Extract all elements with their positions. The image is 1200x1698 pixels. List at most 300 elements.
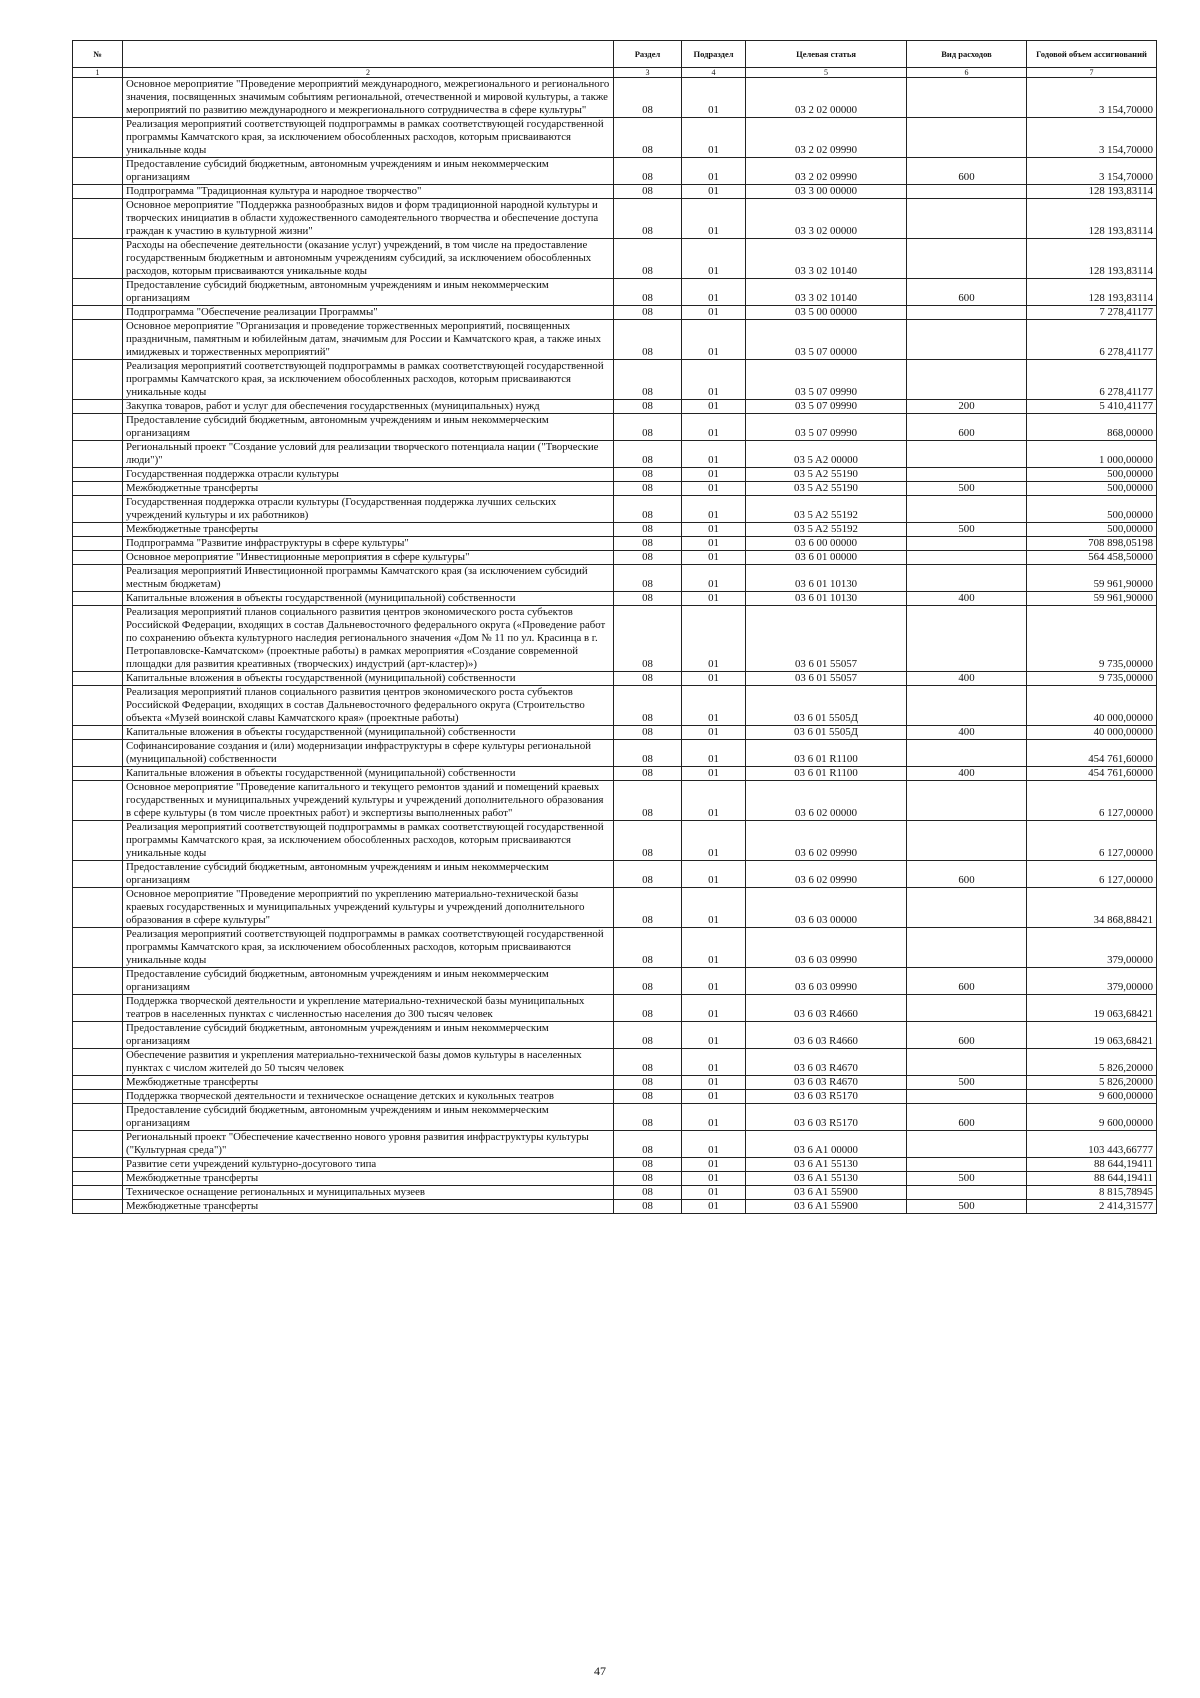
expense-type-cell: [907, 239, 1027, 279]
razdel-cell: 08: [614, 565, 682, 592]
expense-type-cell: [907, 686, 1027, 726]
item-name: Подпрограмма "Обеспечение реализации Программы": [123, 306, 614, 320]
target-article-cell: 03 6 A1 55900: [746, 1186, 907, 1200]
header-podrazdel: Подраздел: [682, 41, 746, 68]
amount-cell: 19 063,68421: [1027, 995, 1157, 1022]
budget-table: [72, 40, 1157, 1214]
expense-type-cell: [907, 606, 1027, 672]
podrazdel-cell: 01: [682, 740, 746, 767]
expense-type-cell: 400: [907, 592, 1027, 606]
razdel-cell: 08: [614, 1049, 682, 1076]
expense-type-cell: [907, 1158, 1027, 1172]
podrazdel-cell: 01: [682, 1049, 746, 1076]
podrazdel-cell: 01: [682, 1104, 746, 1131]
amount-cell: 34 868,88421: [1027, 888, 1157, 928]
num-cell: [73, 888, 123, 928]
col-number: 7: [1027, 68, 1157, 78]
amount-cell: 128 193,83114: [1027, 199, 1157, 239]
table-row: [73, 279, 1157, 306]
num-cell: [73, 523, 123, 537]
header-name: [123, 41, 614, 68]
num-cell: [73, 928, 123, 968]
num-cell: [73, 995, 123, 1022]
table-row: [73, 537, 1157, 551]
item-name: Основное мероприятие "Проведение мероприятий по укреплению материально-технической базы краевых государственных и муниципальных учреждений культуры и учреждений дополнительного образования в сфере культуры": [123, 888, 614, 928]
expense-type-cell: 400: [907, 672, 1027, 686]
item-name: Капитальные вложения в объекты государственной (муниципальной) собственности: [123, 672, 614, 686]
num-cell: [73, 1200, 123, 1214]
table-row: [73, 496, 1157, 523]
item-name: Поддержка творческой деятельности и техническое оснащение детских и кукольных театров: [123, 1090, 614, 1104]
podrazdel-cell: 01: [682, 537, 746, 551]
podrazdel-cell: 01: [682, 888, 746, 928]
razdel-cell: 08: [614, 1186, 682, 1200]
podrazdel-cell: 01: [682, 441, 746, 468]
razdel-cell: 08: [614, 78, 682, 118]
num-cell: [73, 1049, 123, 1076]
num-cell: [73, 781, 123, 821]
col-number: 6: [907, 68, 1027, 78]
podrazdel-cell: 01: [682, 995, 746, 1022]
podrazdel-cell: 01: [682, 482, 746, 496]
expense-type-cell: [907, 1186, 1027, 1200]
podrazdel-cell: 01: [682, 821, 746, 861]
item-name: Реализация мероприятий Инвестиционной программы Камчатского края (за исключением субсидий местным бюджетам): [123, 565, 614, 592]
target-article-cell: 03 2 02 09990: [746, 158, 907, 185]
razdel-cell: 08: [614, 726, 682, 740]
amount-cell: 6 127,00000: [1027, 861, 1157, 888]
item-name: Закупка товаров, работ и услуг для обеспечения государственных (муниципальных) нужд: [123, 400, 614, 414]
expense-type-cell: [907, 1090, 1027, 1104]
target-article-cell: 03 6 01 00000: [746, 551, 907, 565]
razdel-cell: 08: [614, 968, 682, 995]
expense-type-cell: 600: [907, 1104, 1027, 1131]
podrazdel-cell: 01: [682, 185, 746, 199]
num-cell: [73, 239, 123, 279]
razdel-cell: 08: [614, 767, 682, 781]
num-cell: [73, 968, 123, 995]
num-cell: [73, 199, 123, 239]
target-article-cell: 03 3 02 10140: [746, 279, 907, 306]
target-article-cell: 03 3 02 00000: [746, 199, 907, 239]
table-row: [73, 1200, 1157, 1214]
amount-cell: 8 815,78945: [1027, 1186, 1157, 1200]
item-name: Реализация мероприятий планов социального развития центров экономического роста субъектов Российской Федерации, входящих в состав Дальневосточного федерального округа (Строительство объекта «Музей воинской славы Камчатского края» (проектные работы): [123, 686, 614, 726]
table-row: [73, 888, 1157, 928]
table-row: [73, 306, 1157, 320]
amount-cell: 40 000,00000: [1027, 686, 1157, 726]
table-row: [73, 686, 1157, 726]
expense-type-cell: 500: [907, 523, 1027, 537]
target-article-cell: 03 6 03 R4660: [746, 995, 907, 1022]
amount-cell: 3 154,70000: [1027, 118, 1157, 158]
expense-type-cell: [907, 360, 1027, 400]
podrazdel-cell: 01: [682, 672, 746, 686]
table-row: [73, 821, 1157, 861]
num-cell: [73, 279, 123, 306]
table-row: [73, 1131, 1157, 1158]
amount-cell: 3 154,70000: [1027, 158, 1157, 185]
item-name: Предоставление субсидий бюджетным, автономным учреждениям и иным некоммерческим организациям: [123, 279, 614, 306]
target-article-cell: 03 5 07 09990: [746, 414, 907, 441]
item-name: Предоставление субсидий бюджетным, автономным учреждениям и иным некоммерческим организациям: [123, 861, 614, 888]
item-name: Капитальные вложения в объекты государственной (муниципальной) собственности: [123, 767, 614, 781]
podrazdel-cell: 01: [682, 496, 746, 523]
podrazdel-cell: 01: [682, 1131, 746, 1158]
razdel-cell: 08: [614, 781, 682, 821]
table-row: [73, 199, 1157, 239]
target-article-cell: 03 6 03 R5170: [746, 1104, 907, 1131]
razdel-cell: 08: [614, 523, 682, 537]
table-row: [73, 482, 1157, 496]
target-article-cell: 03 2 02 00000: [746, 78, 907, 118]
target-article-cell: 03 6 01 10130: [746, 592, 907, 606]
num-cell: [73, 158, 123, 185]
amount-cell: 454 761,60000: [1027, 767, 1157, 781]
num-cell: [73, 400, 123, 414]
table-row: [73, 565, 1157, 592]
amount-cell: 500,00000: [1027, 468, 1157, 482]
target-article-cell: 03 3 02 10140: [746, 239, 907, 279]
target-article-cell: 03 5 07 09990: [746, 400, 907, 414]
razdel-cell: 08: [614, 1172, 682, 1186]
num-cell: [73, 821, 123, 861]
expense-type-cell: [907, 888, 1027, 928]
razdel-cell: 08: [614, 1158, 682, 1172]
table-row: [73, 78, 1157, 118]
expense-type-cell: 600: [907, 861, 1027, 888]
col-number: 5: [746, 68, 907, 78]
razdel-cell: 08: [614, 861, 682, 888]
expense-type-cell: [907, 468, 1027, 482]
amount-cell: 7 278,41177: [1027, 306, 1157, 320]
item-name: Реализация мероприятий соответствующей подпрограммы в рамках соответствующей государственной программы Камчатского края, за исключением обособленных расходов, которым присваиваются уникальные коды: [123, 928, 614, 968]
podrazdel-cell: 01: [682, 1200, 746, 1214]
expense-type-cell: [907, 199, 1027, 239]
expense-type-cell: [907, 1131, 1027, 1158]
razdel-cell: 08: [614, 320, 682, 360]
razdel-cell: 08: [614, 1076, 682, 1090]
num-cell: [73, 441, 123, 468]
table-row: [73, 523, 1157, 537]
item-name: Межбюджетные трансферты: [123, 523, 614, 537]
expense-type-cell: 500: [907, 482, 1027, 496]
razdel-cell: 08: [614, 740, 682, 767]
target-article-cell: 03 5 A2 55190: [746, 468, 907, 482]
table-row: [73, 320, 1157, 360]
num-cell: [73, 414, 123, 441]
num-cell: [73, 592, 123, 606]
amount-cell: 379,00000: [1027, 968, 1157, 995]
razdel-cell: 08: [614, 537, 682, 551]
razdel-cell: 08: [614, 888, 682, 928]
table-row: [73, 781, 1157, 821]
amount-cell: 500,00000: [1027, 482, 1157, 496]
razdel-cell: 08: [614, 468, 682, 482]
amount-cell: 564 458,50000: [1027, 551, 1157, 565]
expense-type-cell: 600: [907, 968, 1027, 995]
target-article-cell: 03 6 01 5505Д: [746, 686, 907, 726]
target-article-cell: 03 6 01 R1100: [746, 767, 907, 781]
podrazdel-cell: 01: [682, 767, 746, 781]
expense-type-cell: [907, 928, 1027, 968]
table-row: [73, 118, 1157, 158]
target-article-cell: 03 6 01 R1100: [746, 740, 907, 767]
table-row: [73, 606, 1157, 672]
col-number: 1: [73, 68, 123, 78]
target-article-cell: 03 6 02 00000: [746, 781, 907, 821]
razdel-cell: 08: [614, 686, 682, 726]
expense-type-cell: 500: [907, 1076, 1027, 1090]
target-article-cell: 03 6 02 09990: [746, 861, 907, 888]
target-article-cell: 03 5 A2 55192: [746, 523, 907, 537]
amount-cell: 6 278,41177: [1027, 320, 1157, 360]
target-article-cell: 03 6 03 09990: [746, 928, 907, 968]
item-name: Реализация мероприятий соответствующей подпрограммы в рамках соответствующей государственной программы Камчатского края, за исключением обособленных расходов, которым присваиваются уникальные коды: [123, 821, 614, 861]
target-article-cell: 03 5 00 00000: [746, 306, 907, 320]
razdel-cell: 08: [614, 239, 682, 279]
podrazdel-cell: 01: [682, 306, 746, 320]
num-cell: [73, 672, 123, 686]
expense-type-cell: [907, 537, 1027, 551]
target-article-cell: 03 6 A1 55130: [746, 1158, 907, 1172]
podrazdel-cell: 01: [682, 606, 746, 672]
col-number: 3: [614, 68, 682, 78]
num-cell: [73, 686, 123, 726]
amount-cell: 1 000,00000: [1027, 441, 1157, 468]
item-name: Расходы на обеспечение деятельности (оказание услуг) учреждений, в том числе на предоставление государственным бюджетным и автономным учреждениям субсидий, за исключением обособленных расходов, которым присваиваются уникальные коды: [123, 239, 614, 279]
amount-cell: 9 735,00000: [1027, 672, 1157, 686]
num-cell: [73, 118, 123, 158]
target-article-cell: 03 6 03 09990: [746, 968, 907, 995]
amount-cell: 5 826,20000: [1027, 1076, 1157, 1090]
expense-type-cell: [907, 185, 1027, 199]
target-article-cell: 03 6 00 00000: [746, 537, 907, 551]
target-article-cell: 03 6 01 55057: [746, 606, 907, 672]
podrazdel-cell: 01: [682, 781, 746, 821]
expense-type-cell: [907, 306, 1027, 320]
razdel-cell: 08: [614, 279, 682, 306]
table-row: [73, 740, 1157, 767]
target-article-cell: 03 5 07 00000: [746, 320, 907, 360]
amount-cell: 9 600,00000: [1027, 1090, 1157, 1104]
razdel-cell: 08: [614, 496, 682, 523]
podrazdel-cell: 01: [682, 414, 746, 441]
table-row: [73, 592, 1157, 606]
page-number: 47: [594, 1664, 606, 1678]
table-row: [73, 360, 1157, 400]
table-row: [73, 995, 1157, 1022]
num-cell: [73, 551, 123, 565]
num-cell: [73, 565, 123, 592]
target-article-cell: 03 5 A2 55192: [746, 496, 907, 523]
razdel-cell: 08: [614, 995, 682, 1022]
podrazdel-cell: 01: [682, 400, 746, 414]
podrazdel-cell: 01: [682, 565, 746, 592]
expense-type-cell: [907, 118, 1027, 158]
razdel-cell: 08: [614, 158, 682, 185]
podrazdel-cell: 01: [682, 1076, 746, 1090]
table-row: [73, 1186, 1157, 1200]
table-row: [73, 1076, 1157, 1090]
num-cell: [73, 306, 123, 320]
podrazdel-cell: 01: [682, 78, 746, 118]
expense-type-cell: [907, 740, 1027, 767]
target-article-cell: 03 3 00 00000: [746, 185, 907, 199]
expense-type-cell: [907, 821, 1027, 861]
item-name: Основное мероприятие "Проведение капитального и текущего ремонтов зданий и помещений краевых государственных и муниципальных учреждений культуры и учреждений дополнительного образования в сфере культуры (в том числе проектных работ) и экспертизы выполненных работ": [123, 781, 614, 821]
podrazdel-cell: 01: [682, 360, 746, 400]
item-name: Государственная поддержка отрасли культуры: [123, 468, 614, 482]
razdel-cell: 08: [614, 482, 682, 496]
table-row: [73, 239, 1157, 279]
expense-type-cell: [907, 496, 1027, 523]
item-name: Реализация мероприятий соответствующей подпрограммы в рамках соответствующей государственной программы Камчатского края, за исключением обособленных расходов, которым присваиваются уникальные коды: [123, 118, 614, 158]
amount-cell: 59 961,90000: [1027, 592, 1157, 606]
item-name: Обеспечение развития и укрепления материально-технической базы домов культуры в населенных пунктах с числом жителей до 50 тысяч человек: [123, 1049, 614, 1076]
num-cell: [73, 1022, 123, 1049]
amount-cell: 19 063,68421: [1027, 1022, 1157, 1049]
target-article-cell: 03 5 A2 00000: [746, 441, 907, 468]
podrazdel-cell: 01: [682, 726, 746, 740]
num-cell: [73, 1158, 123, 1172]
target-article-cell: 03 6 A1 00000: [746, 1131, 907, 1158]
header-number-row: [73, 68, 1157, 78]
item-name: Региональный проект "Создание условий для реализации творческого потенциала нации ("Творческие люди")": [123, 441, 614, 468]
num-cell: [73, 740, 123, 767]
expense-type-cell: [907, 995, 1027, 1022]
expense-type-cell: [907, 565, 1027, 592]
podrazdel-cell: 01: [682, 592, 746, 606]
item-name: Предоставление субсидий бюджетным, автономным учреждениям и иным некоммерческим организациям: [123, 1022, 614, 1049]
amount-cell: 500,00000: [1027, 496, 1157, 523]
razdel-cell: 08: [614, 400, 682, 414]
target-article-cell: 03 6 01 55057: [746, 672, 907, 686]
table-row: [73, 1090, 1157, 1104]
item-name: Поддержка творческой деятельности и укрепление материально-технической базы муниципальных театров в населенных пунктах с численностью населения до 300 тысяч человек: [123, 995, 614, 1022]
target-article-cell: 03 6 02 09990: [746, 821, 907, 861]
target-article-cell: 03 6 A1 55130: [746, 1172, 907, 1186]
podrazdel-cell: 01: [682, 1090, 746, 1104]
item-name: Межбюджетные трансферты: [123, 1200, 614, 1214]
num-cell: [73, 1131, 123, 1158]
podrazdel-cell: 01: [682, 1172, 746, 1186]
razdel-cell: 08: [614, 306, 682, 320]
amount-cell: 6 127,00000: [1027, 821, 1157, 861]
item-name: Предоставление субсидий бюджетным, автономным учреждениям и иным некоммерческим организациям: [123, 158, 614, 185]
razdel-cell: 08: [614, 592, 682, 606]
amount-cell: 9 600,00000: [1027, 1104, 1157, 1131]
target-article-cell: 03 6 03 R4660: [746, 1022, 907, 1049]
amount-cell: 128 193,83114: [1027, 279, 1157, 306]
item-name: Государственная поддержка отрасли культуры (Государственная поддержка лучших сельских учреждений культуры и их работников): [123, 496, 614, 523]
podrazdel-cell: 01: [682, 320, 746, 360]
num-cell: [73, 78, 123, 118]
razdel-cell: 08: [614, 1022, 682, 1049]
item-name: Региональный проект "Обеспечение качественно нового уровня развития инфраструктуры культуры ("Культурная среда")": [123, 1131, 614, 1158]
num-cell: [73, 320, 123, 360]
item-name: Предоставление субсидий бюджетным, автономным учреждениям и иным некоммерческим организациям: [123, 968, 614, 995]
target-article-cell: 03 6 03 R4670: [746, 1049, 907, 1076]
razdel-cell: 08: [614, 821, 682, 861]
amount-cell: 88 644,19411: [1027, 1172, 1157, 1186]
expense-type-cell: [907, 781, 1027, 821]
amount-cell: 103 443,66777: [1027, 1131, 1157, 1158]
podrazdel-cell: 01: [682, 686, 746, 726]
table-row: [73, 185, 1157, 199]
item-name: Основное мероприятие "Организация и проведение торжественных мероприятий, посвященных праздничным, памятным и юбилейным датам, значимым для России и Камчатского края, а также иных имиджевых и торжественных мероприятий": [123, 320, 614, 360]
amount-cell: 59 961,90000: [1027, 565, 1157, 592]
num-cell: [73, 861, 123, 888]
num-cell: [73, 185, 123, 199]
amount-cell: 868,00000: [1027, 414, 1157, 441]
target-article-cell: 03 6 03 00000: [746, 888, 907, 928]
expense-type-cell: 600: [907, 1022, 1027, 1049]
podrazdel-cell: 01: [682, 279, 746, 306]
table-row: [73, 551, 1157, 565]
amount-cell: 128 193,83114: [1027, 239, 1157, 279]
razdel-cell: 08: [614, 1104, 682, 1131]
razdel-cell: 08: [614, 1200, 682, 1214]
razdel-cell: 08: [614, 606, 682, 672]
item-name: Основное мероприятие "Проведение мероприятий международного, межрегионального и регионального значения, посвященных значимым событиям региональной, отечественной и мировой культуры, а также мероприятий по развитию международного и межрегионального сотрудничества в сфере культуры": [123, 78, 614, 118]
header-num: №: [73, 41, 123, 68]
expense-type-cell: [907, 551, 1027, 565]
item-name: Техническое оснащение региональных и муниципальных музеев: [123, 1186, 614, 1200]
podrazdel-cell: 01: [682, 928, 746, 968]
amount-cell: 379,00000: [1027, 928, 1157, 968]
col-number: 4: [682, 68, 746, 78]
target-article-cell: 03 5 A2 55190: [746, 482, 907, 496]
item-name: Основное мероприятие "Инвестиционные мероприятия в сфере культуры": [123, 551, 614, 565]
podrazdel-cell: 01: [682, 1022, 746, 1049]
num-cell: [73, 1172, 123, 1186]
razdel-cell: 08: [614, 1090, 682, 1104]
expense-type-cell: 200: [907, 400, 1027, 414]
item-name: Межбюджетные трансферты: [123, 1172, 614, 1186]
table-row: [73, 1049, 1157, 1076]
table-row: [73, 414, 1157, 441]
podrazdel-cell: 01: [682, 551, 746, 565]
item-name: Реализация мероприятий соответствующей подпрограммы в рамках соответствующей государственной программы Камчатского края, за исключением обособленных расходов, которым присваиваются уникальные коды: [123, 360, 614, 400]
amount-cell: 3 154,70000: [1027, 78, 1157, 118]
num-cell: [73, 726, 123, 740]
num-cell: [73, 1186, 123, 1200]
table-row: [73, 1104, 1157, 1131]
podrazdel-cell: 01: [682, 861, 746, 888]
expense-type-cell: [907, 1049, 1027, 1076]
target-article-cell: 03 2 02 09990: [746, 118, 907, 158]
expense-type-cell: 400: [907, 767, 1027, 781]
table-row: [73, 1172, 1157, 1186]
item-name: Софинансирование создания и (или) модернизации инфраструктуры в сфере культуры региональной (муниципальной) собственности: [123, 740, 614, 767]
expense-type-cell: [907, 78, 1027, 118]
amount-cell: 708 898,05198: [1027, 537, 1157, 551]
amount-cell: 40 000,00000: [1027, 726, 1157, 740]
table-row: [73, 158, 1157, 185]
amount-cell: 6 278,41177: [1027, 360, 1157, 400]
amount-cell: 6 127,00000: [1027, 781, 1157, 821]
num-cell: [73, 482, 123, 496]
expense-type-cell: 600: [907, 414, 1027, 441]
item-name: Капитальные вложения в объекты государственной (муниципальной) собственности: [123, 592, 614, 606]
table-body: [73, 41, 1157, 1214]
num-cell: [73, 1090, 123, 1104]
podrazdel-cell: 01: [682, 158, 746, 185]
item-name: Развитие сети учреждений культурно-досугового типа: [123, 1158, 614, 1172]
expense-type-cell: [907, 320, 1027, 360]
table-row: [73, 1158, 1157, 1172]
